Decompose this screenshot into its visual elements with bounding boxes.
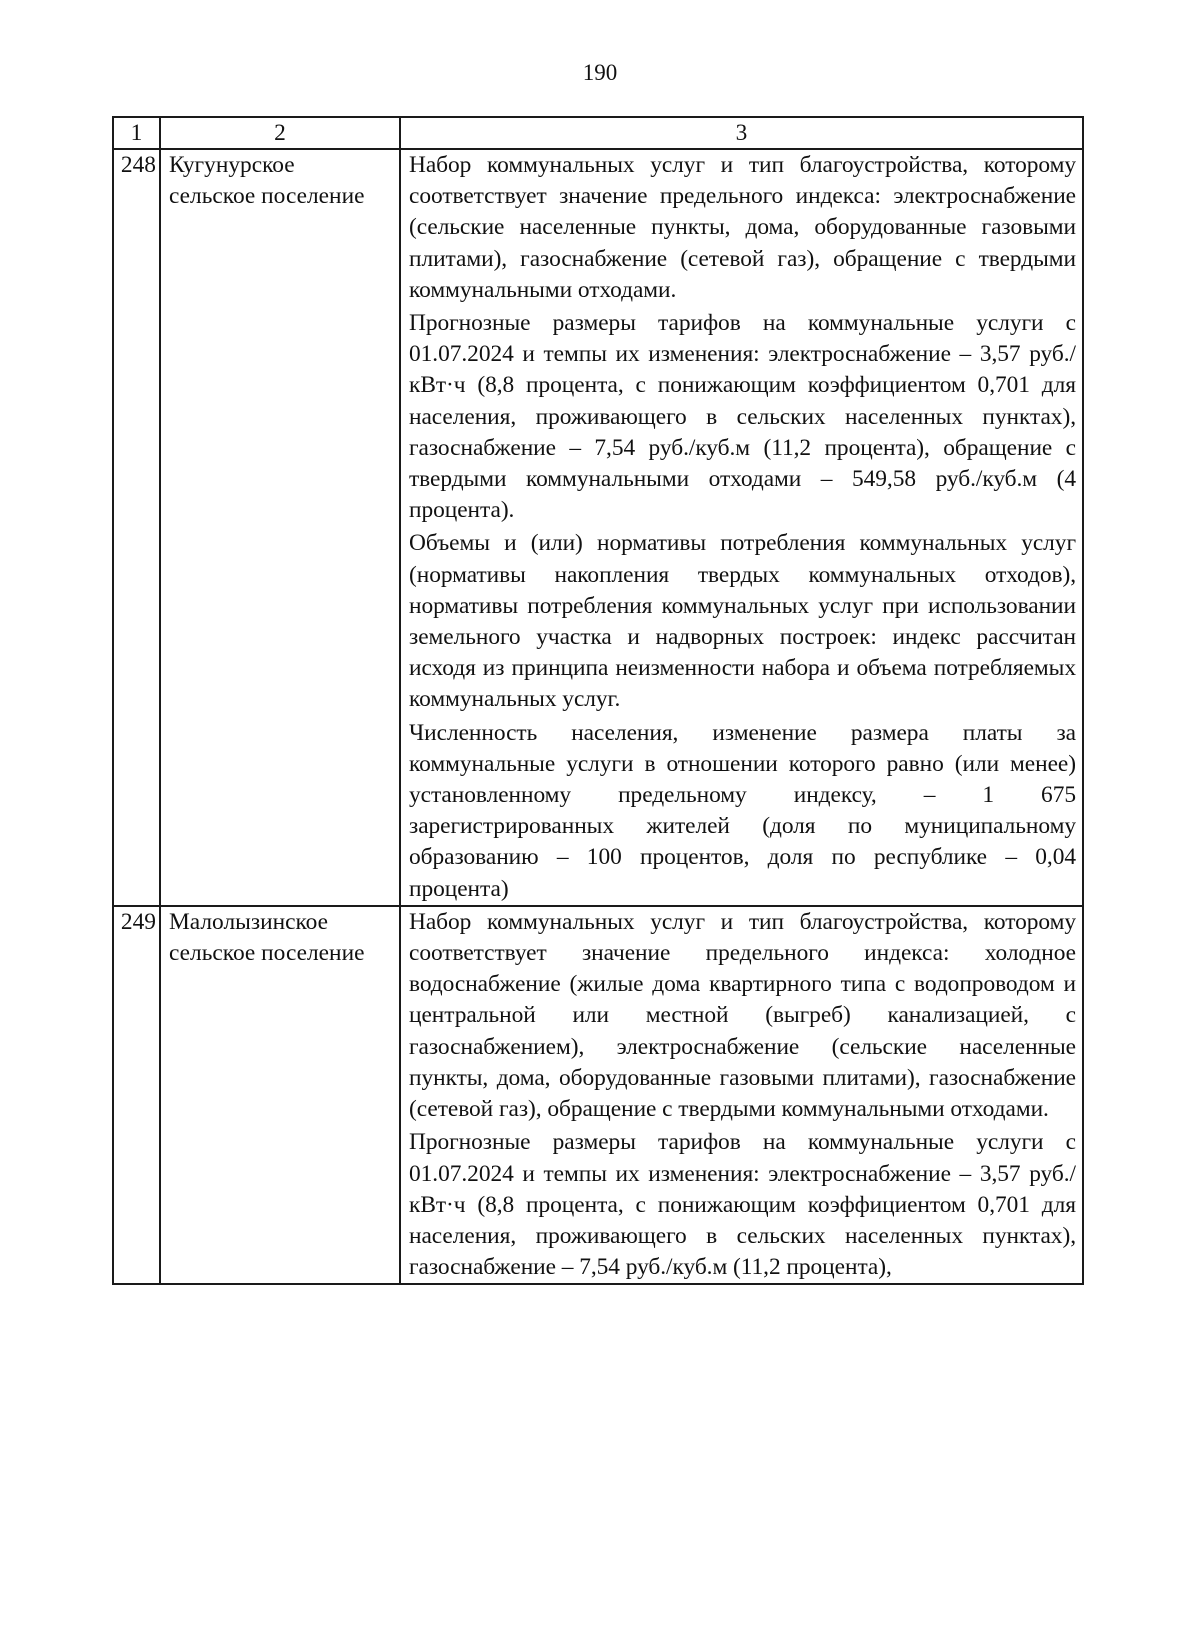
description-paragraph: Численность населения, изменение размера платы за коммунальные услуги в отношении которого равно (или менее) установленному предельному индексу, – 1 675 зарегистрированных жителей (доля по муниципальному образованию – 100 процентов, доля по республике – 0,04 процента) [409, 719, 1076, 902]
table-row [113, 906, 1083, 1284]
table-row [113, 149, 1083, 906]
description-paragraph: Набор коммунальных услуг и тип благоустройства, которому соответствует значение предельного индекса: холодное водоснабжение (жилые дома квартирного типа с водопроводом и центральной или местной (выгреб) канализацией, с газоснабжением), электроснабжение (сельские населенные пункты, дома, оборудованные газовыми плитами), газоснабжение (сетевой газ), обращение с твердыми коммунальными отходами. [409, 908, 1076, 1123]
description-paragraph: Объемы и (или) нормативы потребления коммунальных услуг (нормативы накопления твердых коммунальных отходов), нормативы потребления коммунальных услуг при использовании земельного участка и надворных построек: индекс рассчитан исходя из принципа неизменности набора и объема потребляемых коммунальных услуг. [409, 530, 1076, 713]
description-paragraph: Набор коммунальных услуг и тип благоустройства, которому соответствует значение предельного индекса: электроснабжение (сельские населенные пункты, дома, оборудованные газовыми плитами), газоснабжение (сетевой газ), обращение с твердыми коммунальными отходами. [409, 152, 1076, 303]
settlement-description [400, 149, 1083, 906]
settlement-name-line: Кугунурское [169, 152, 295, 178]
settlement-description [400, 906, 1083, 1284]
row-number: 248 [113, 149, 160, 906]
description-paragraph: Прогнозные размеры тарифов на коммунальные услуги с 01.07.2024 и темпы их изменения: электроснабжение – 3,57 руб./кВт·ч (8,8 процента, с понижающим коэффициентом 0,701 для населения, проживающего в сельских населенных пунктах), газоснабжение – 7,54 руб./куб.м (11,2 процента), обращение с твердыми коммунальными отходами – 549,58 руб./куб.м (4 процента). [409, 310, 1076, 524]
tariff-table [112, 116, 1084, 1285]
column-header-3: 3 [400, 117, 1083, 149]
description-paragraph: Прогнозные размеры тарифов на коммунальные услуги с 01.07.2024 и темпы их изменения: электроснабжение – 3,57 руб./кВт·ч (8,8 процента, с понижающим коэффициентом 0,701 для населения, проживающего в сельских населенных пунктах), газоснабжение – 7,54 руб./куб.м (11,2 процента), [409, 1129, 1076, 1281]
column-header-1: 1 [113, 117, 160, 149]
settlement-name [160, 149, 400, 906]
settlement-name [160, 906, 400, 1284]
column-header-2: 2 [160, 117, 400, 149]
page-number: 190 [582, 60, 618, 85]
settlement-name-line: Малолызинское [169, 908, 329, 935]
settlement-name-line: сельское поселение [169, 183, 365, 210]
settlement-name-line: сельское поселение [169, 940, 365, 967]
table-header-row [113, 117, 1083, 149]
row-number: 249 [113, 906, 160, 1284]
